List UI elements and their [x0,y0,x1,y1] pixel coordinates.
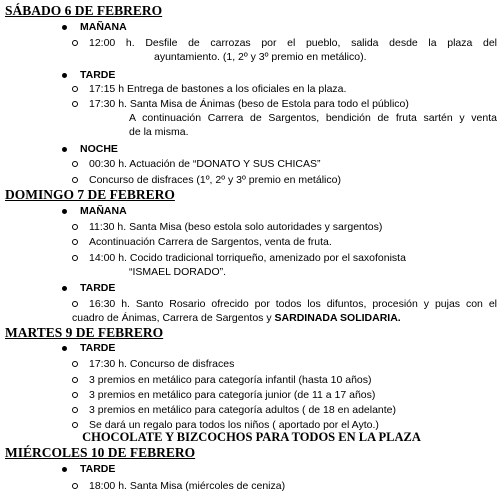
bullet-icon [62,147,67,152]
banner-chocolate: CHOCOLATE Y BIZCOCHOS PARA TODOS EN LA PLAZA [82,430,421,444]
circle-bullet-icon [72,377,78,383]
circle-bullet-icon [72,407,78,413]
bullet-icon [62,25,67,30]
circle-bullet-icon [72,392,78,398]
circle-bullet-icon [72,361,78,367]
circle-bullet-icon [72,239,78,245]
festival-program: SÁBADO 6 DE FEBRERO MAÑANA 12:00 h. Desfile de carrozas por el pueblo, salida desde la plaza del ayuntamiento. (1, 2º y 3º premio en metálico). TARDE 17:15 h Entrega de bastones a los oficiales en la plaza. 17:30 h. Santa Misa de Ánimas (beso de Estola para todo el público) A continuación Carrera de Sargentos, bendición de fruta sartén y venta de la misma. NOCHE 00:30 h. Actuación de “DONATO Y SUS CHICAS” Concurso de disfraces (1º, 2º y 3º premio en metálico) DOMINGO 7 DE FEBRERO MAÑANA 11:30 h. Santa Misa (beso estola solo autoridades y sargentos) Acontinuación Carrera de Sargentos, venta de fruta. 14:00 h. Cocido tradicional torriqueño, amenizado por el saxofonista “ISMAEL DORADO”. TARDE 16:30 h. Santo Rosario ofrecido por todos los difuntos, procesión y pujas con el cuadro de Ánimas, Carrera de Sargentos y SARDINADA SOLIDARIA. MARTES 9 DE FEBRERO TARDE 17:30 h. Concurso de disfraces 3 premios en metálico para categoría infantil (hasta 10 años) 3 premios en metálico para categoría junior (de 11 a 17 años) 3 premios en metálico para categoría adultos ( de 18 en adelante) Se dará un regalo para todos los niños ( aportado por el Ayto.) CHOCOLATE Y BIZCOCHOS PARA TODOS EN LA PLAZA MIÉRCOLES 10 DE FEBRERO TARDE 18:00 h. Santa Misa (miércoles de ceniza) [0,0,503,495]
day-heading-sabado: SÁBADO 6 DE FEBRERO [5,3,163,18]
circle-bullet-icon [72,177,78,183]
day-heading-domingo: DOMINGO 7 DE FEBRERO [5,187,175,202]
day-heading-martes: MARTES 9 DE FEBRERO [5,325,164,340]
circle-bullet-icon [72,224,78,230]
highlight-text: SARDINADA SOLIDARIA. [274,312,401,324]
circle-bullet-icon [72,86,78,92]
circle-bullet-icon [72,422,78,428]
circle-bullet-icon [72,255,78,261]
circle-bullet-icon [72,40,78,46]
circle-bullet-icon [72,483,78,489]
bullet-icon [62,346,67,351]
circle-bullet-icon [72,101,78,107]
day-heading-miercoles: MIÉRCOLES 10 DE FEBRERO [5,445,196,460]
circle-bullet-icon [72,161,78,167]
bullet-icon [62,209,67,214]
bullet-icon [62,286,67,291]
circle-bullet-icon [72,301,78,307]
bullet-icon [62,467,67,472]
bullet-icon [62,73,67,78]
